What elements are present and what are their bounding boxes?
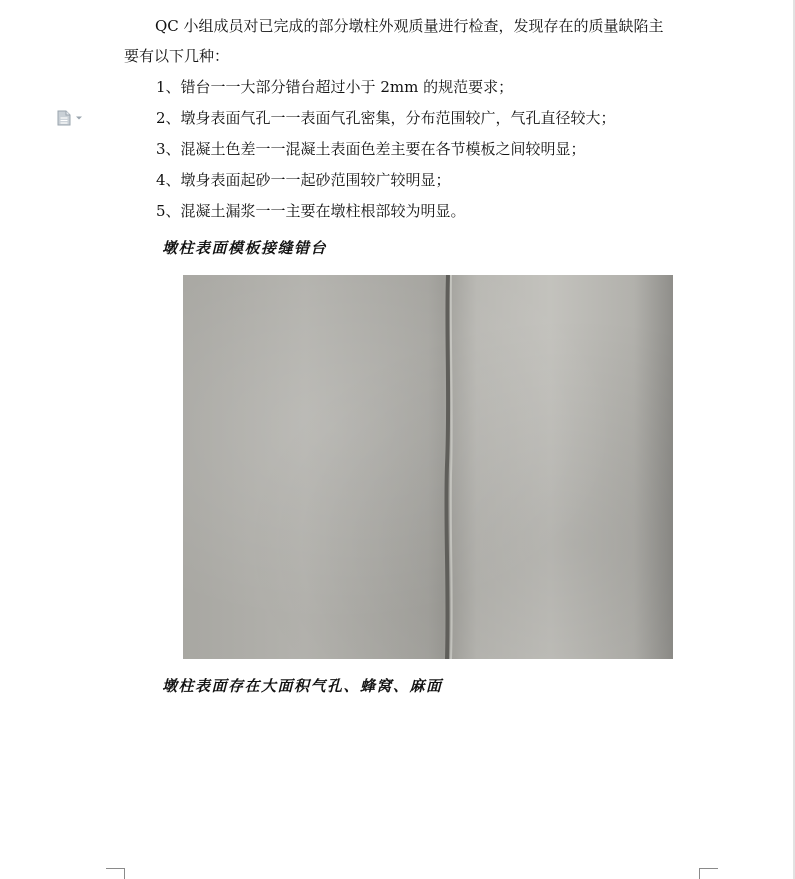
figure-caption-seam-offset: 墩柱表面模板接缝错台 xyxy=(162,239,328,257)
list-item: 3、混凝土色差一一混凝土表面色差主要在各节模板之间较明显； xyxy=(156,140,586,158)
paragraph-menu-button[interactable] xyxy=(57,108,87,128)
page-corner-mark-left xyxy=(106,868,125,879)
intro-paragraph-line-1: QC 小组成员对已完成的部分墩柱外观质量进行检查，发现存在的质量缺陷主 xyxy=(155,17,664,35)
concrete-seam-photo xyxy=(183,275,673,659)
list-item: 1、错台一一大部分错台超过小于 2mm 的规范要求； xyxy=(156,78,514,96)
list-item: 2、墩身表面气孔一一表面气孔密集，分布范围较广，气孔直径较大； xyxy=(156,109,616,127)
page-corner-mark-right xyxy=(699,868,718,879)
figure-caption-surface-defects: 墩柱表面存在大面积气孔、蜂窝、麻面 xyxy=(162,677,443,695)
list-item: 4、墩身表面起砂一一起砂范围较广较明显； xyxy=(156,171,451,189)
intro-paragraph-line-2: 要有以下几种： xyxy=(124,47,230,65)
list-item: 5、混凝土漏浆一一主要在墩柱根部较为明显。 xyxy=(156,202,466,220)
dropdown-arrow-icon xyxy=(75,115,83,121)
document-icon xyxy=(57,110,71,126)
